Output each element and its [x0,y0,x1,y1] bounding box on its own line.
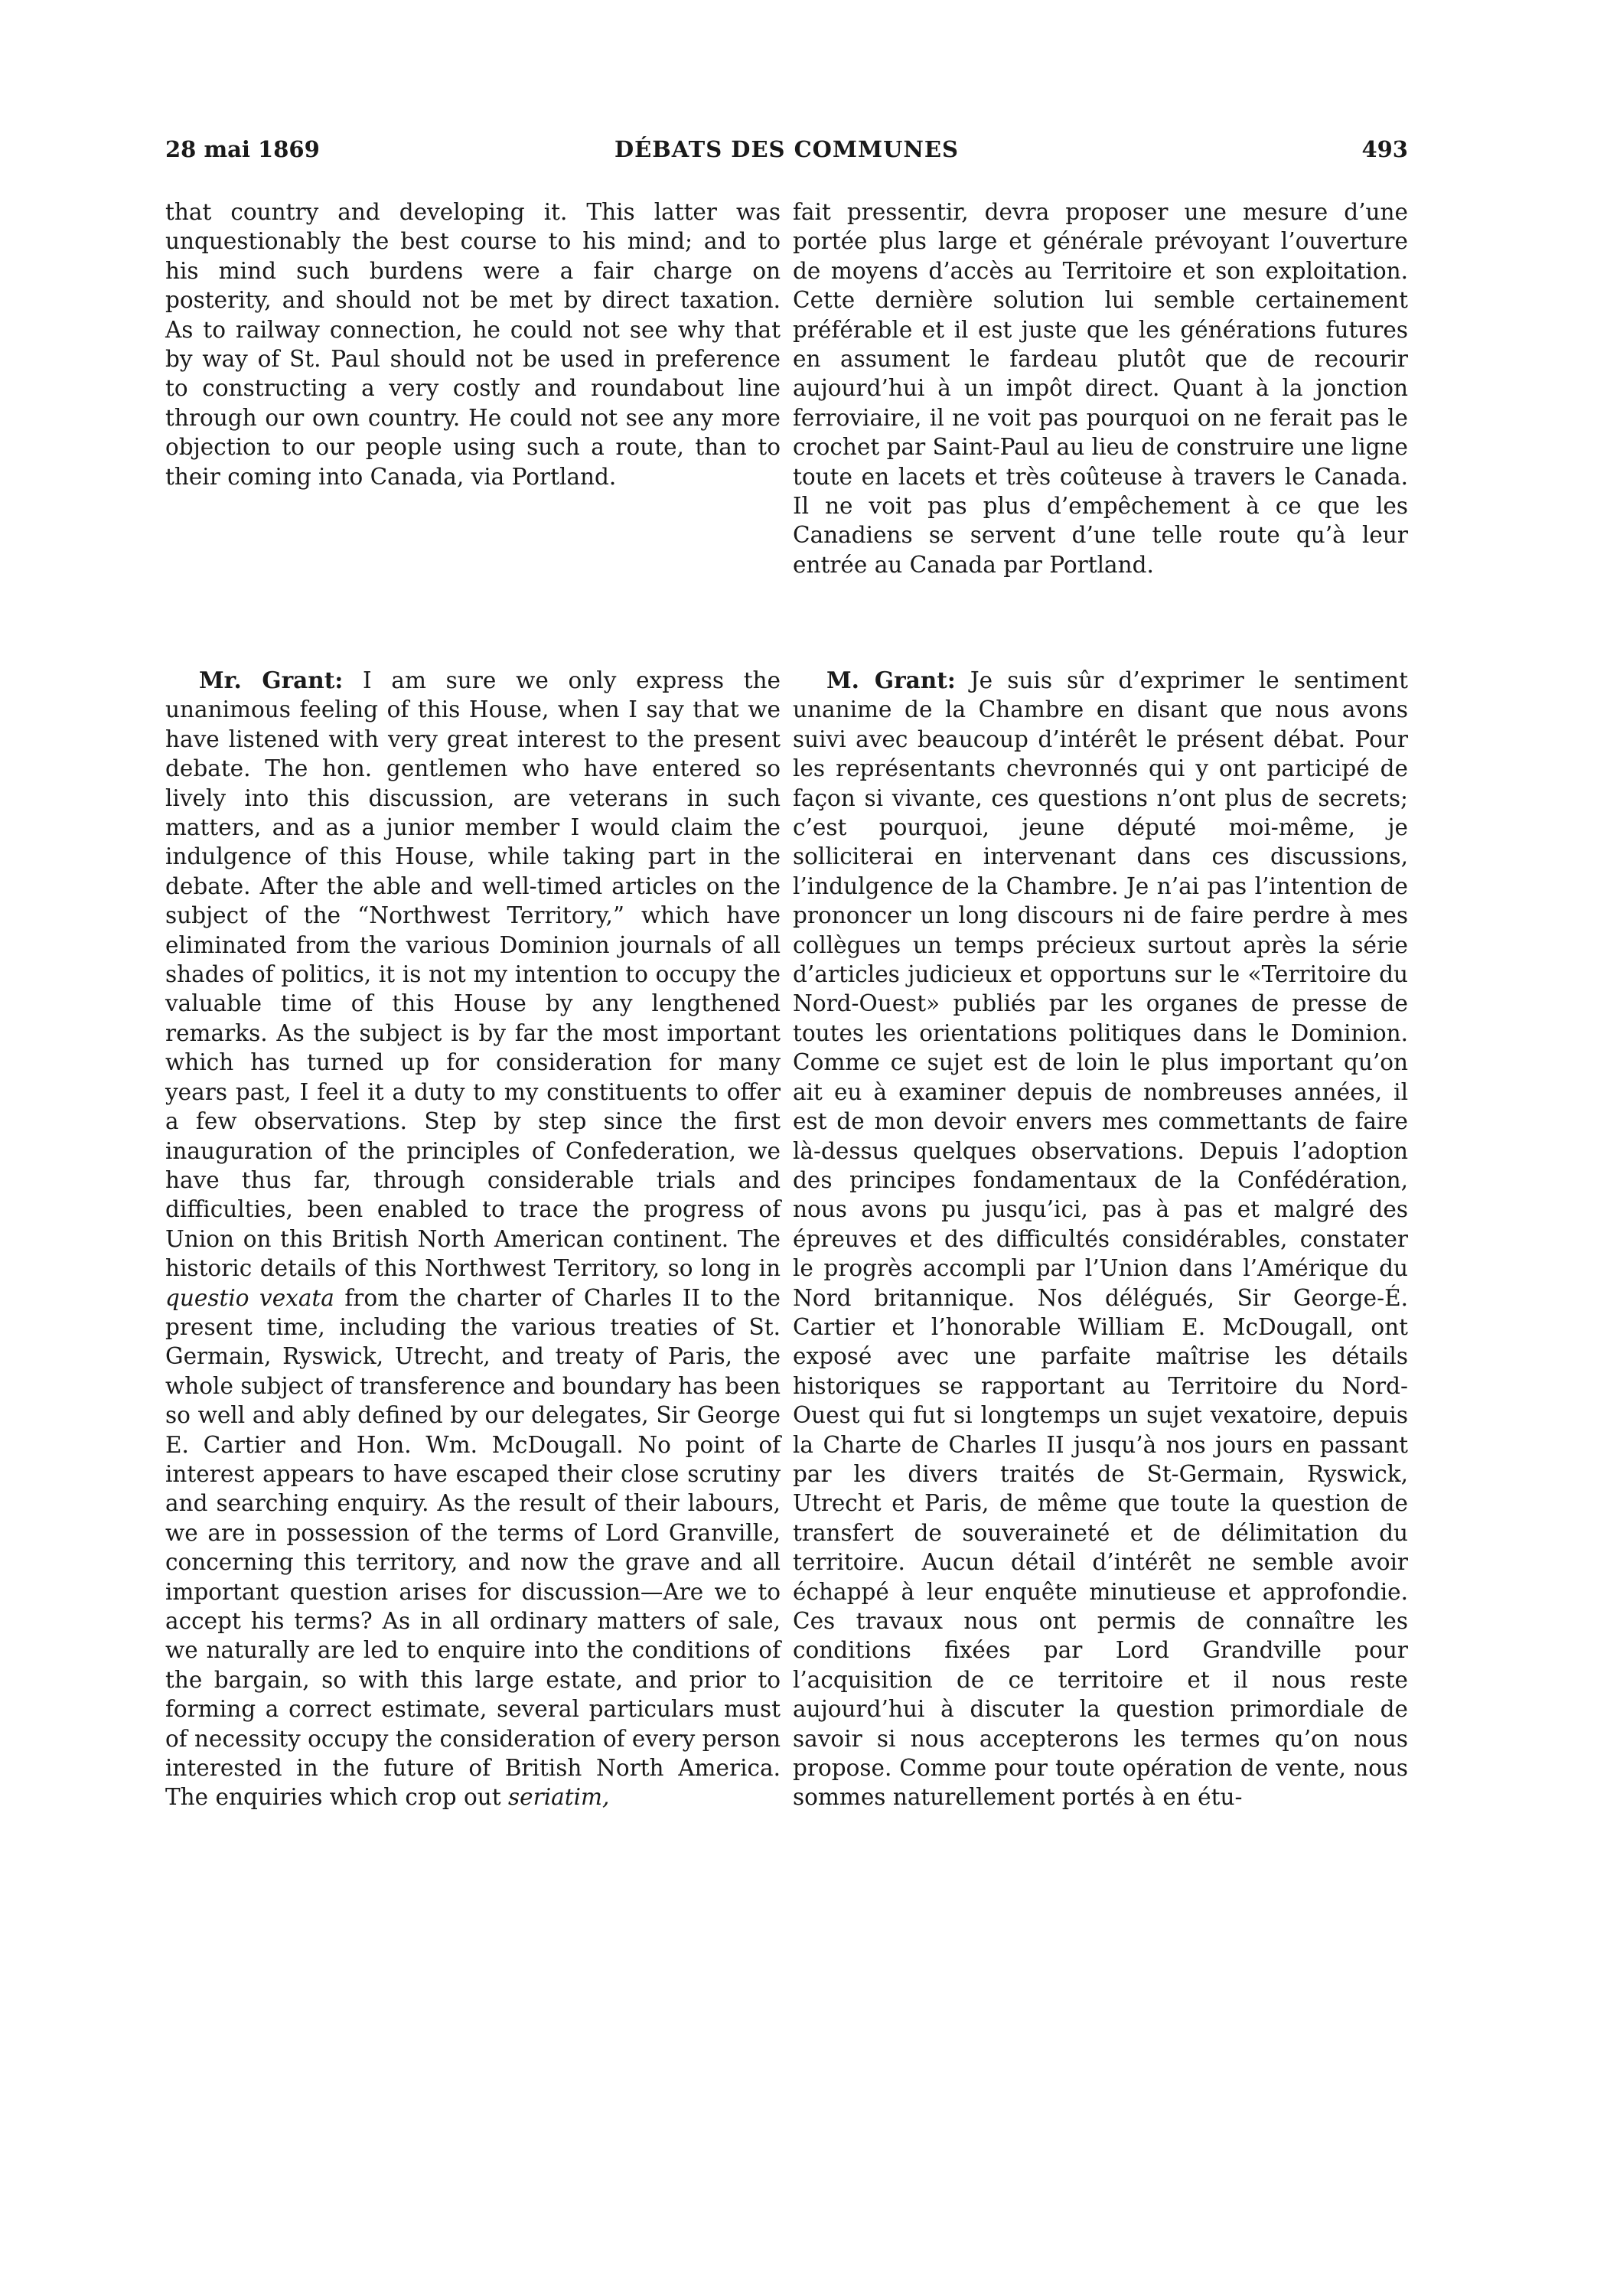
french-column-top [793,197,1408,579]
french-paragraph-1: fait pressentir, devra proposer une mesure d’une portée plus large et générale prévoyant l’ouverture de moyens d’accès au Territoire et son exploitation. Cette dernière solution lui semble certainement préférable et il est juste que les générations futures en assument le fardeau plutôt que de recourir aujourd’hui à un impôt direct. Quant à la jonction ferroviaire, il ne voit pas pourquoi on ne ferait pas le crochet par Saint-Paul au lieu de construire une ligne toute en lacets et très coûteuse à travers le Canada. Il ne voit pas plus d’empêchement à ce que les Canadiens se servent d’une telle route qu’à leur entrée au Canada par Portland. [793,199,1408,578]
english-column-speech [165,666,781,1812]
speaker-name-french: M. Grant: [826,667,956,693]
header-title: DÉBATS DES COMMUNES [614,136,959,162]
english-speech-part-1: I am sure we only express the unanimous feeling of this House, when I say that we have listened with very great interest to the present debate. The hon. gentlemen who have entered so lively into this discussion, are veterans in such matters, and as a junior member I would claim the indulgence of this House, while taking part in the debate. After the able and well-timed articles on the subject of the “Northwest Territory,” which have eliminated from the various Dominion journals of all shades of politics, it is not my intention to occupy the valuable time of this House by any lengthened remarks. As the subject is by far the most important which has turned up for consideration for many years past, I feel it a duty to my constituents to offer a few observations. Step by step since the first inauguration of the principles of Confederation, we have thus far, through considerable trials and difficulties, been enabled to trace the progress of Union on this British North American continent. The historic details of this Northwest Territory, so long in [165,667,781,1282]
french-speech: Je suis sûr d’exprimer le sentiment unanime de la Chambre en disant que nous avons suivi avec beaucoup d’intérêt le présent débat. Pour les représentants chevronnés qui y ont participé de façon si vivante, ces questions n’ont plus de secrets; c’est pourquoi, jeune député moi-même, je solliciterai en intervenant dans ces discussions, l’indulgence de la Chambre. Je n’ai pas l’intention de prononcer un long discours ni de faire perdre à mes collègues un temps précieux surtout après la série d’articles judicieux et opportuns sur le «Territoire du Nord-Ouest» publiés par les organes de presse de toutes les orientations politiques dans le Dominion. Comme ce sujet est de loin le plus important qu’on ait eu à examiner depuis de nombreuses années, il est de mon devoir envers mes commettants de faire là-dessus quelques observations. Depuis l’adoption des principes fondamentaux de la Confédération, nous avons pu jusqu’ici, pas à pas et malgré des épreuves et des difficultés considérables, constater le progrès accompli par l’Union dans l’Amérique du Nord britannique. Nos délégués, Sir George-É. Cartier et l’honorable William E. McDougall, ont exposé avec une parfaite maîtrise les détails historiques se rapportant au Territoire du Nord-Ouest qui fut si longtemps un sujet vexatoire, depuis la Charte de Charles II jusqu’à nos jours en passant par les divers traités de St-Germain, Ryswick, Utrecht et Paris, de même que toute la question de transfert de souveraineté et de délimitation du territoire. Aucun détail d’intérêt ne semble avoir échappé à leur enquête minutieuse et approfondie. Ces travaux nous ont permis de connaître les conditions fixées par Lord Grandville pour l’acquisition de ce territoire et il nous reste aujourd’hui à discuter la question primordiale de savoir si nous accepterons les termes qu’on nous propose. Comme pour toute opération de vente, nous sommes naturellement portés à en étu- [793,667,1409,1811]
english-speech-part-2: from the charter of Charles II to the present time, including the various treaties of St. Germain, Ryswick, Utrecht, and treaty of Paris, the whole subject of transference and boundary has been so well and ably defined by our delegates, Sir George E. Cartier and Hon. Wm. McDougall. No point of interest appears to have escaped their close scrutiny and searching enquiry. As the result of their labours, we are in possession of the terms of Lord Granville, concerning this territory, and now the grave and all important question arises for discussion—Are we to accept his terms? As in all ordinary matters of sale, we naturally are led to enquire into the conditions of the bargain, so with this large estate, and prior to forming a correct estimate, several particulars must of necessity occupy the consideration of every person interested in the future of British North America. The enquiries which crop out [165,1284,781,1811]
latin-seriatim: seriatim, [508,1784,610,1811]
english-paragraph-2 [165,666,781,1812]
english-column-top [165,197,781,491]
page-header [165,136,1408,174]
english-paragraph-1: that country and developing it. This latter was unquestionably the best course to his mind; and to his mind such burdens were a fair charge on posterity, and should not be met by direct taxation. As to railway connection, he could not see why that by way of St. Paul should not be used in preference to constructing a very costly and roundabout line through our own country. He could not see any more objection to our people using such a route, than to their coming into Canada, via Portland. [165,199,781,490]
french-paragraph-2 [793,666,1408,1812]
header-date: 28 mai 1869 [165,136,320,162]
latin-phrase: questio vexata [165,1284,334,1311]
page-number: 493 [1361,136,1408,162]
french-column-speech [793,666,1408,1812]
speaker-name-english: Mr. Grant: [199,667,344,693]
